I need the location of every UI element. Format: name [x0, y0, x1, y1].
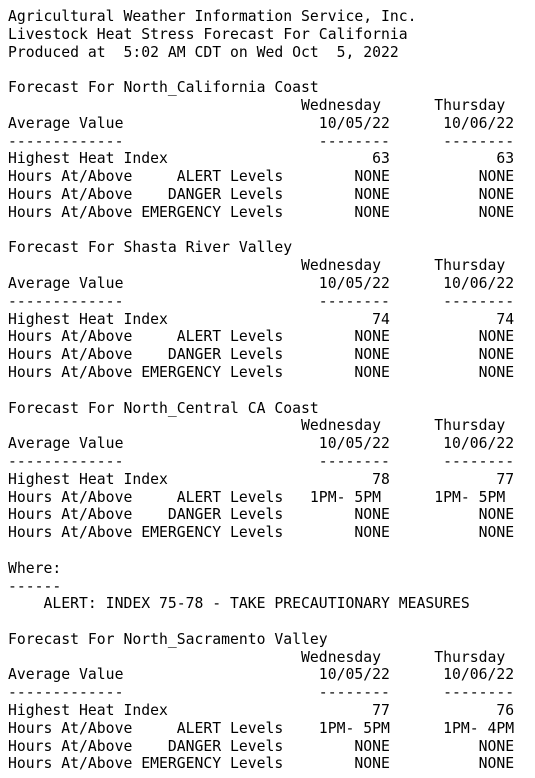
table-row: Hours At/Above ALERT Levels NONE NONE [8, 168, 515, 186]
table-row: Highest Heat Index 77 76 [8, 702, 515, 720]
divider-line: ------------- -------- -------- [8, 452, 515, 470]
header-line: Livestock Heat Stress Forecast For California [8, 25, 408, 43]
table-row: Hours At/Above DANGER Levels NONE NONE [8, 185, 515, 203]
column-date-header: Average Value 10/05/22 10/06/22 [8, 114, 515, 132]
divider-line: ------------- -------- -------- [8, 292, 515, 310]
table-row: Hours At/Above DANGER Levels NONE NONE [8, 737, 515, 755]
section-title: Forecast For North_California Coast [8, 79, 319, 97]
where-heading: Where: [8, 559, 62, 577]
blank-line [8, 613, 535, 631]
blank-line [8, 222, 535, 240]
table-row: Highest Heat Index 63 63 [8, 150, 515, 168]
table-row: Hours At/Above DANGER Levels NONE NONE [8, 506, 515, 524]
column-day-header: Wednesday Thursday [8, 417, 506, 435]
column-day-header: Wednesday Thursday [8, 257, 506, 275]
blank-line [8, 382, 535, 400]
table-row: Hours At/Above EMERGENCY Levels NONE NONE [8, 203, 515, 221]
divider-line: ------ [8, 577, 62, 595]
divider-line: ------------- -------- -------- [8, 684, 515, 702]
column-day-header: Wednesday Thursday [8, 648, 506, 666]
column-date-header: Average Value 10/05/22 10/06/22 [8, 666, 515, 684]
table-row: Hours At/Above DANGER Levels NONE NONE [8, 346, 515, 364]
table-row: Highest Heat Index 78 77 [8, 470, 515, 488]
header-line: Produced at 5:02 AM CDT on Wed Oct 5, 2022 [8, 43, 399, 61]
table-row: Hours At/Above EMERGENCY Levels NONE NONE [8, 524, 515, 542]
header-line: Agricultural Weather Information Service, Inc. [8, 8, 417, 25]
table-row: Hours At/Above EMERGENCY Levels NONE NONE [8, 363, 515, 381]
column-day-header: Wednesday Thursday [8, 96, 506, 114]
divider-line: ------------- -------- -------- [8, 132, 515, 150]
table-row: Hours At/Above EMERGENCY Levels NONE NONE [8, 755, 515, 773]
table-row: Highest Heat Index 74 74 [8, 310, 515, 328]
section-title: Forecast For North_Sacramento Valley [8, 630, 328, 648]
blank-line [8, 542, 535, 560]
section-title: Forecast For North_Central CA Coast [8, 399, 319, 417]
column-date-header: Average Value 10/05/22 10/06/22 [8, 274, 515, 292]
table-row: Hours At/Above ALERT Levels 1PM- 5PM 1PM- 4PM [8, 719, 515, 737]
section-title: Forecast For Shasta River Valley [8, 239, 293, 257]
alert-legend: ALERT: INDEX 75-78 - TAKE PRECAUTIONARY MEASURES [8, 595, 470, 613]
table-row: Hours At/Above ALERT Levels 1PM- 5PM 1PM- 5PM [8, 488, 506, 506]
table-row: Hours At/Above ALERT Levels NONE NONE [8, 328, 515, 346]
blank-line [8, 61, 535, 79]
column-date-header: Average Value 10/05/22 10/06/22 [8, 435, 515, 453]
